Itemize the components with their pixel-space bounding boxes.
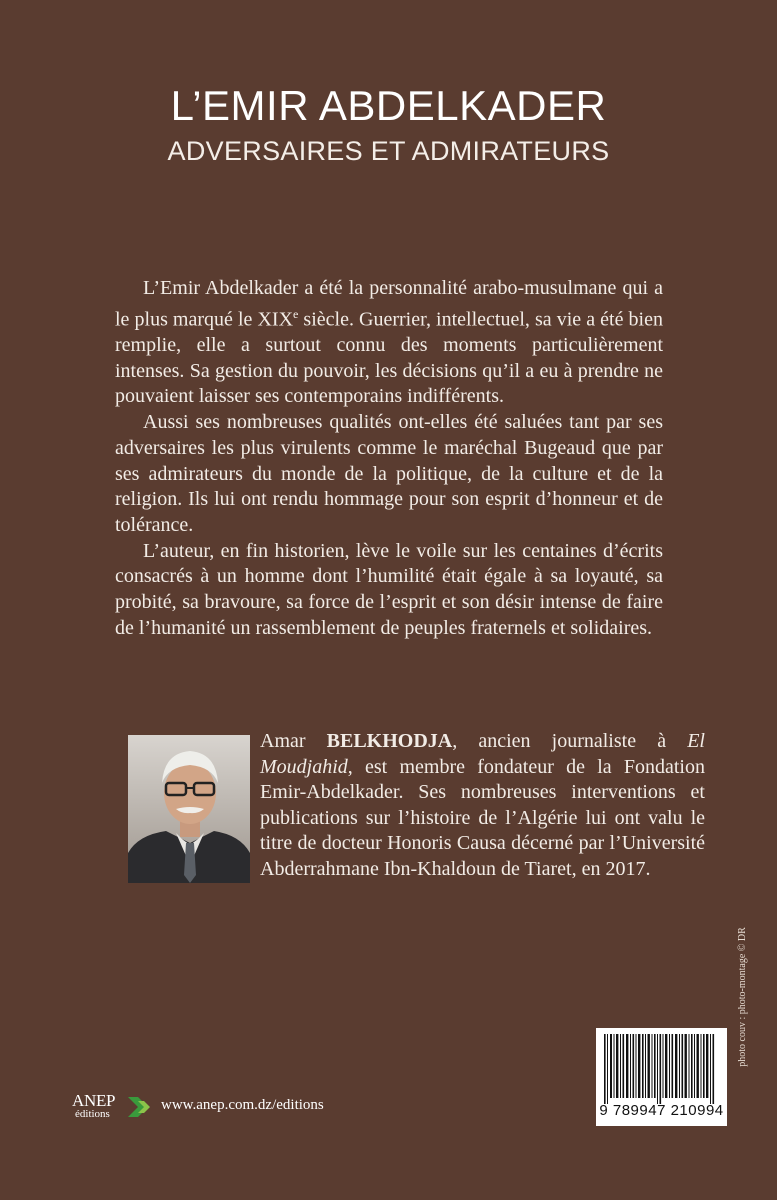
- summary-paragraph-2: Aussi ses nombreuses qualités ont-elles été saluées tant par ses adversaires les plus virulents comme le maréchal Bugeaud que par ses admirateurs du monde de la politique, de la culture et de la religion. Ils lui ont rendu hommage pour son esprit d’honneur et de tolérance.: [115, 411, 663, 536]
- book-subtitle: ADVERSAIRES ET ADMIRATEURS: [167, 136, 610, 166]
- author-portrait-image: [128, 735, 250, 883]
- photo-credit: photo couv : photo-montage © DR: [737, 927, 748, 1067]
- book-title: L’EMIR ABDELKADER: [170, 82, 607, 129]
- isbn-number: 9 789947 210994: [599, 1102, 724, 1119]
- summary-paragraph-3: L’auteur, en fin historien, lève le voile sur les centaines d’écrits consacrés à un homme dont l’humilité était égale à sa loyauté, sa probité, sa bravoure, sa force de l’esprit et son désir intense de faire de l’humanité un rassemblement de peuples fraternels et solidaires.: [115, 539, 663, 639]
- author-name: BELKHODJA: [326, 730, 453, 752]
- publisher-sub: éditions: [75, 1108, 110, 1120]
- publisher-logo: [72, 1091, 158, 1123]
- publisher-website[interactable]: www.anep.com.dz/editions: [161, 1097, 324, 1113]
- summary-text: [115, 276, 663, 642]
- author-photo: [128, 735, 250, 883]
- newspaper-name: El Moudjahid: [260, 730, 705, 778]
- isbn-barcode: [596, 1028, 727, 1126]
- summary-paragraph-1: L’Emir Abdelkader a été la personnalité arabo-musulmane qui a le plus marqué le XIXe siècle. Guerrier, intellectuel, sa vie a été bien remplie, elle a surtout connu des moments particulièrement intenses. Sa gestion du pouvoir, les décisions qu’il a eu à prendre ne pouvaient laisser ses contemporains indifférents.: [115, 277, 663, 408]
- barcode-icon: [596, 1028, 727, 1104]
- publisher-name: ANEP: [72, 1091, 116, 1110]
- author-bio: Amar BELKHODJA, ancien journaliste à El Moudjahid, est membre fondateur de la Fondation Emir-Abdelkader. Ses nombreuses interventions et publications sur l’histoire de l’Algérie lui ont valu le titre de docteur Honoris Causa décerné par l’Université Abderrahmane Ibn-Khaldoun de Tiaret, en 2017.: [260, 730, 705, 880]
- publisher-arrow-icon: [126, 1093, 156, 1121]
